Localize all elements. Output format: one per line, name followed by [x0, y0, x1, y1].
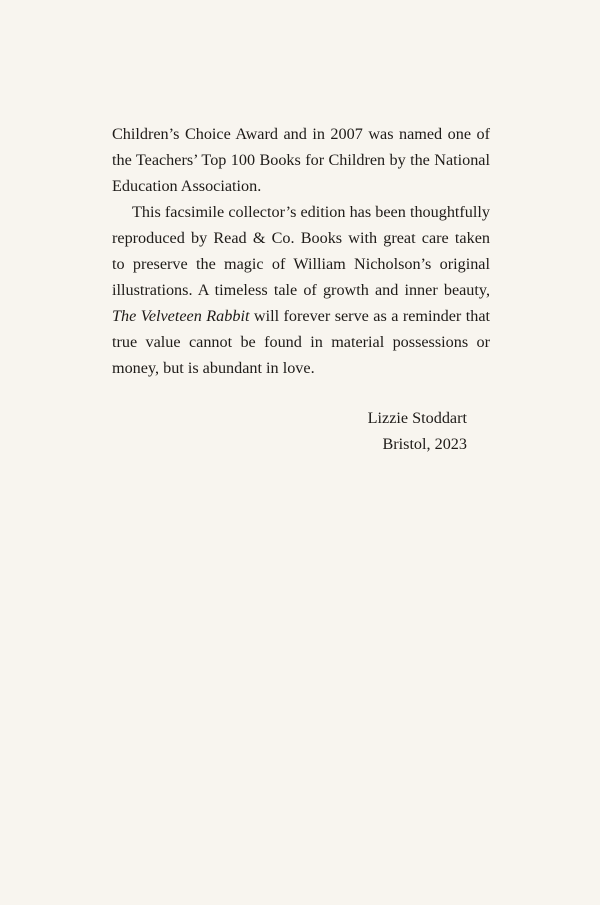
text-line: the Teachers’ Top 100 Books for Children by the National [112, 151, 490, 169]
text-line: to preserve the magic of William Nicholson’s original [112, 255, 490, 273]
text-line: Children’s Choice Award and in 2007 was named one of [112, 125, 490, 143]
paragraph-edition [112, 199, 490, 381]
text-line: money, but is abundant in love. [112, 359, 315, 377]
paragraph-award [112, 121, 490, 199]
text-line: reproduced by Read & Co. Books with great care taken [112, 229, 490, 247]
text-line-with-title [112, 303, 490, 329]
text-line: This facsimile collector’s edition has been thoughtfully [132, 203, 490, 221]
place-date: Bristol, 2023 [382, 435, 467, 453]
text-line: true value cannot be found in material possessions or [112, 333, 490, 351]
text-line: illustrations. A timeless tale of growth and inner beauty, [112, 281, 490, 299]
signature-block [368, 405, 467, 457]
author-name: Lizzie Stoddart [367, 409, 467, 427]
body-text [112, 121, 490, 381]
book-title: The Velveteen Rabbit [112, 307, 250, 325]
text-fragment: will forever serve as a reminder that [249, 307, 490, 325]
text-line: Education Association. [112, 177, 262, 195]
